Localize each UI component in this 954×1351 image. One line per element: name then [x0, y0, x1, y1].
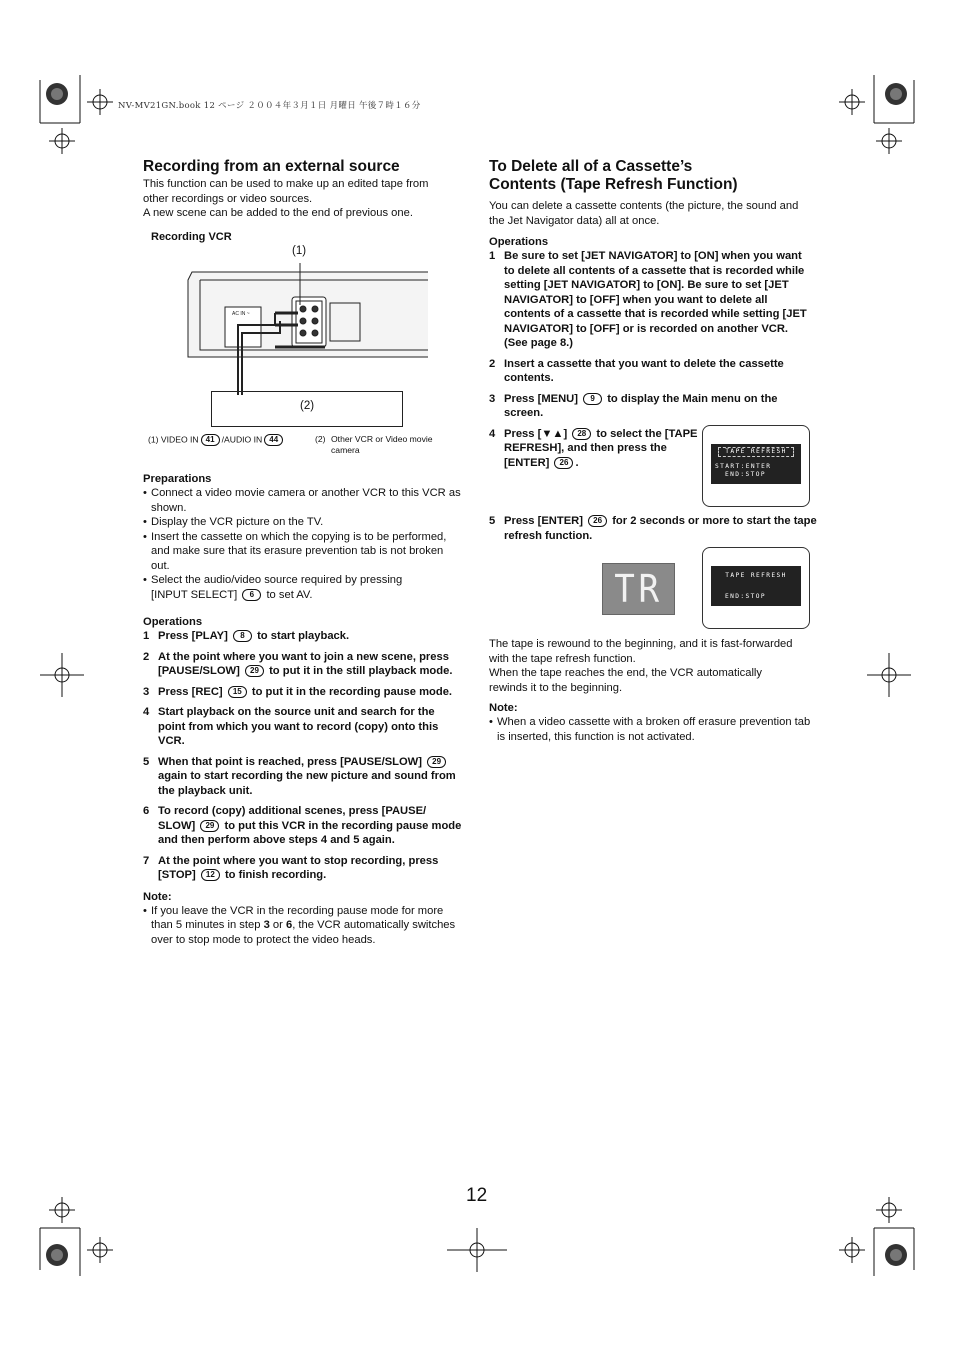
note-heading-right: Note:	[489, 702, 518, 714]
screen-1-display: TAPE REFRESH START:ENTER END:STOP	[711, 444, 801, 484]
callout-2: (2)	[300, 400, 315, 412]
screen-2-display: TAPE REFRESH END:STOP	[711, 566, 801, 606]
left-column	[143, 157, 468, 221]
refresh-step-2: 2 Insert a cassette that you want to delete the cassette contents.	[489, 357, 784, 384]
refresh-step-1: 1 Be sure to set [JET NAVIGATOR] to [ON] when you want to delete all contents of a cassette that is recorded while setting [JET NAVIGATOR] to [ON]. Be sure to set [JET NAVIGATOR] to [OFF] when you want to delete all contents of a cassette that is recorded while setting [JET NAVIGATOR] to [OFF] or is recorded on another VCR. (See page 8.)	[489, 250, 807, 349]
preparations-heading: Preparations	[143, 473, 212, 485]
note-item: • If you leave the VCR in the recording pause mode for more than 5 minutes in step 3 or 6, the VCR automatically switches over to stop mode to protect the video heads.	[143, 904, 465, 948]
caption-2: (2) Other VCR or Video movie camera	[315, 434, 433, 455]
right-lower-column	[489, 637, 811, 744]
refresh-description: The tape is rewound to the beginning, and it is fast-forwarded with the tape refresh function. When the tape reaches the end, the VCR automatically rewinds it to the beginning.	[489, 638, 793, 694]
operations-heading: Operations	[143, 616, 203, 628]
tv-screen-1	[702, 425, 810, 507]
intro-text: This function can be used to make up an edited tape from other recordings or video sources. A new scene can be added to the end of previous one.	[143, 178, 429, 219]
section-title-refresh-2: Contents (Tape Refresh Function)	[489, 176, 738, 193]
note-heading: Note:	[143, 890, 172, 903]
operations-heading-right: Operations	[489, 236, 549, 248]
page-number: 12	[466, 1185, 488, 1206]
callout-1: (1)	[292, 245, 307, 257]
ac-in-jack-label: AC IN ~	[232, 311, 250, 317]
refresh-step-3: 3 Press [MENU] 9 to display the Main menu on the screen.	[489, 392, 778, 419]
section-title-external: Recording from an external source	[143, 158, 400, 175]
prep-item: • Select the audio/video source required by pressing [INPUT SELECT] 6 to set AV.	[143, 573, 465, 602]
step-2: 2 At the point where you want to join a new scene, press [PAUSE/SLOW] 29 to put it in the still playback mode.	[143, 650, 453, 677]
prep-item: • Insert the cassette on which the copying is to be performed, and make sure that its erasure prevention tab is not broken out.	[143, 530, 465, 574]
diagram-label: Recording VCR	[151, 231, 232, 243]
caption-1: (1) VIDEO IN 41 /AUDIO IN 44	[148, 434, 285, 446]
step-5: 5 When that point is reached, press [PAUSE/SLOW] 29 again to start recording the new picture and sound from the playback unit.	[143, 755, 456, 797]
vcr-display-tr: TR	[602, 563, 675, 615]
step-6: 6 To record (copy) additional scenes, press [PAUSE/ SLOW] 29 to put this VCR in the recording pause mode and then perform above steps 4 and 5 again.	[143, 805, 462, 846]
prep-item: • Connect a video movie camera or another VCR to this VCR as shown.	[143, 486, 465, 515]
right-column	[489, 157, 811, 470]
section-title-refresh-1: To Delete all of a Cassette’s	[489, 158, 693, 175]
left-lower-column	[143, 472, 465, 947]
file-header: NV-MV21GN.book 12 ページ ２００４年３月１日 月曜日 午後７時１６分	[118, 101, 421, 111]
refresh-step-5: 5 Press [ENTER] 26 for 2 seconds or more to start the tape refresh function.	[489, 515, 817, 542]
step-1: 1 Press [PLAY] 8 to start playback.	[143, 630, 350, 642]
step-4: 4 Start playback on the source unit and search for the point from which you want to record (copy) onto this VCR.	[143, 706, 439, 747]
tv-screen-2	[702, 547, 810, 629]
note-item-right: • When a video cassette with a broken off erasure prevention tab is inserted, this function is not activated.	[489, 715, 811, 744]
refresh-step-4: 4 Press [▼▲] 28 to select the [TAPE REFRESH], and then press the [ENTER] 26 .	[489, 427, 698, 469]
prep-item: • Display the VCR picture on the TV.	[143, 515, 465, 530]
step-3: 3 Press [REC] 15 to put it in the recording pause mode.	[143, 685, 453, 698]
refresh-intro: You can delete a cassette contents (the picture, the sound and the Jet Navigator data) all at once.	[489, 200, 799, 227]
step-7: 7 At the point where you want to stop recording, press [STOP] 12 to finish recording.	[143, 854, 439, 881]
